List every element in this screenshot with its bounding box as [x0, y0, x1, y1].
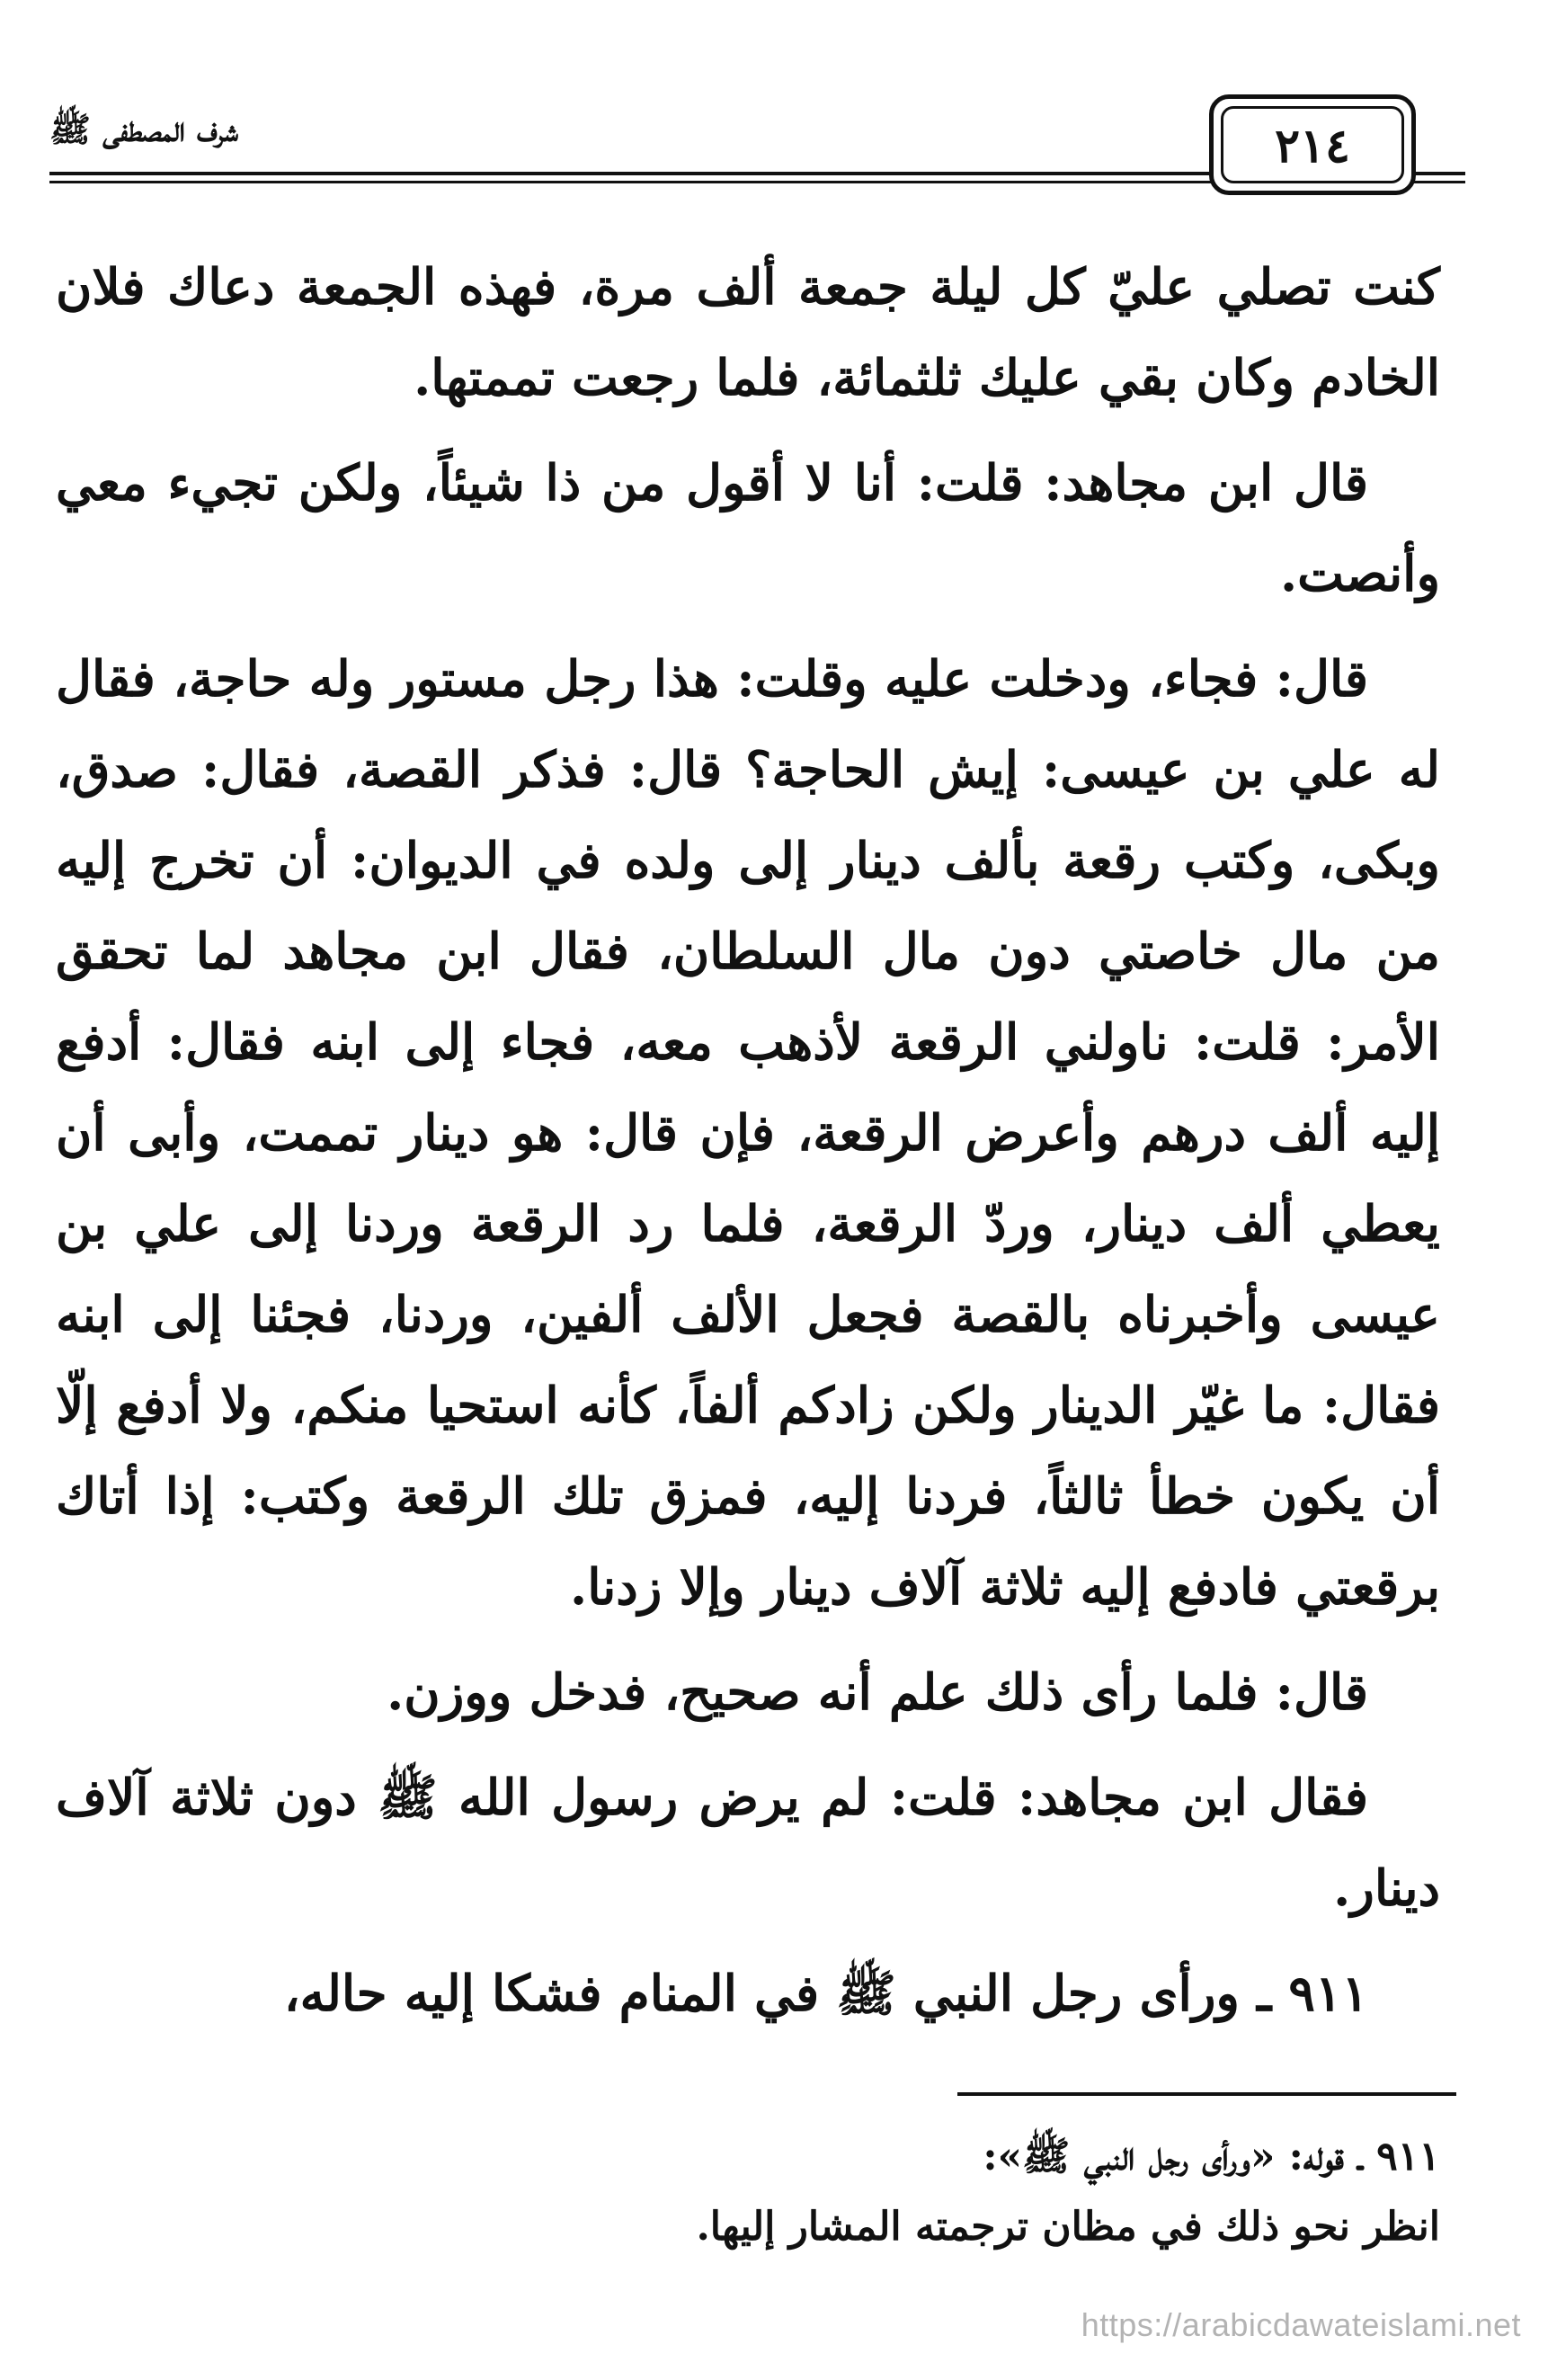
footnote-separator — [957, 2092, 1456, 2096]
page-number-frame — [1209, 94, 1416, 195]
paragraph-3: قال: فجاء، ودخلت عليه وقلت: هذا رجل مستور وله حاجة، فقال له علي بن عيسى: إيش الحاجة؟ قال: فذكر القصة، فقال: صدق، وبكى، وكتب رقعة بألف دينار إلى ولده في الديوان: أن تخرج إليه من مال خاصتي دون مال السلطان، فقال ابن مجاهد لما تحقق الأمر: قلت: ناولني الرقعة لأذهب معه، فجاء إلى ابنه فقال: أدفع إليه ألف درهم وأعرض الرقعة، فإن قال: هو دينار تممت، وأبى أن يعطي ألف دينار، وردّ الرقعة، فلما رد الرقعة وردنا إلى علي بن عيسى وأخبرناه بالقصة فجعل الألف ألفين، وردنا، فجئنا إلى ابنه فقال: ما غيّر الدينار ولكن زادكم ألفاً، كأنه استحيا منكم، ولا أدفع إلّا أن يكون خطأ ثالثاً، فردنا إليه، فمزق تلك الرقعة وكتب: إذا أتاك برقعتي فادفع إليه ثلاثة آلاف دينار وإلا زدنا. — [56, 649, 1440, 1616]
paragraph-1: كنت تصلي عليّ كل ليلة جمعة ألف مرة، فهذه الجمعة دعاك فلان الخادم وكان بقي عليك ثلثمائة، فلما رجعت تممتها. — [56, 257, 1440, 406]
footnote-text: انظر نحو ذلك في مظان ترجمته المشار إليها. — [696, 2204, 1440, 2250]
main-text — [56, 241, 1440, 2053]
paragraph-2: قال ابن مجاهد: قلت: أنا لا أقول من ذا شيئاً، ولكن تجيء معي وأنصت. — [56, 453, 1440, 602]
paragraph-4: قال: فلما رأى ذلك علم أنه صحيح، فدخل ووزن. — [387, 1662, 1368, 1721]
numbered-paragraph-911: ٩١١ ـ ورأى رجل النبي ﷺ في المنام فشكا إليه حاله، — [283, 1964, 1368, 2022]
footnote-heading: ٩١١ ـ قوله: «ورأى رجل النبي ﷺ»: — [983, 2134, 1440, 2179]
running-title: شرف المصطفى ﷺ — [49, 109, 238, 149]
footnotes — [56, 2122, 1440, 2262]
source-watermark: https://arabicdawateislami.net — [1081, 2306, 1521, 2343]
paragraph-5: فقال ابن مجاهد: قلت: لم يرض رسول الله ﷺ دون ثلاثة آلاف دينار. — [56, 1768, 1440, 1917]
page-number: ٢١٤ — [1275, 119, 1350, 174]
page-header — [49, 85, 1465, 211]
